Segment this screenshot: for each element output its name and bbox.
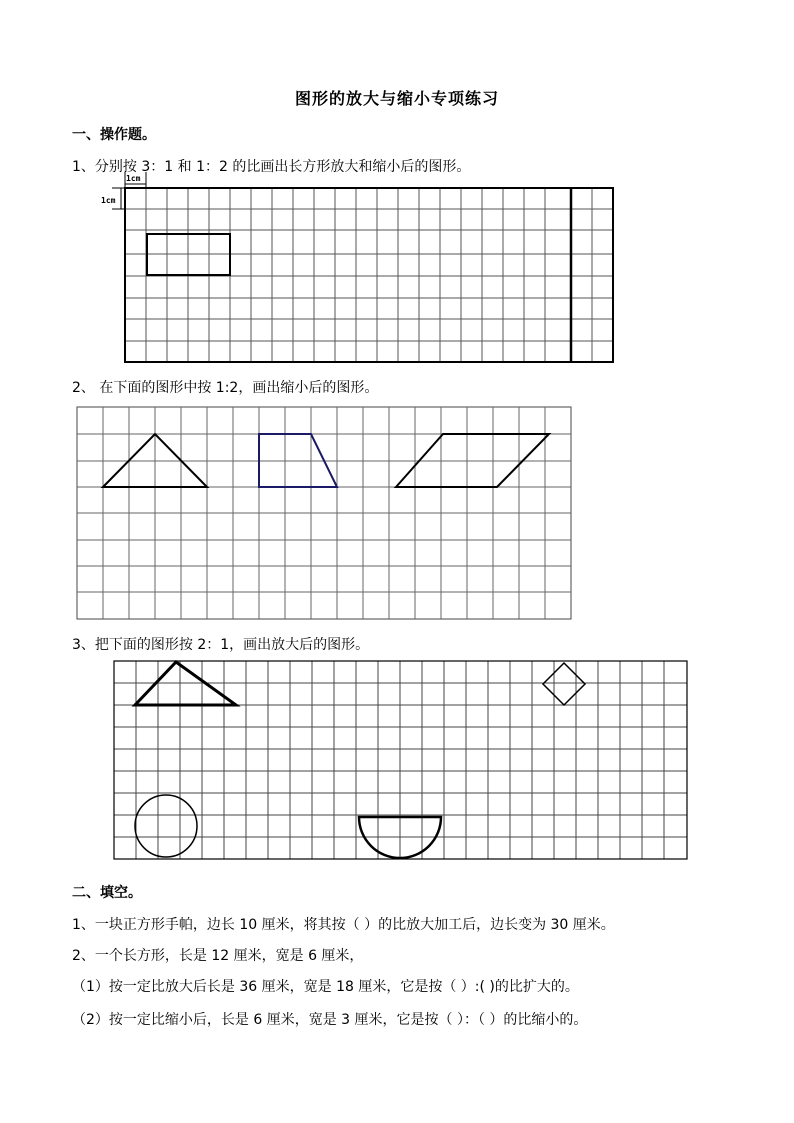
section-2-heading: 二、填空。 [72,885,142,901]
grid-2 [77,407,571,619]
question-2-2-2: （2）按一定比缩小后，长是 6 厘米，宽是 3 厘米，它是按（ ）：（ ）的比缩小的。 [72,1012,588,1028]
question-1-2: 2、 在下面的图形中按 1:2，画出缩小后的图形。 [72,380,379,396]
page-title: 图形的放大与缩小专项练习 [294,89,499,108]
circle-shape [135,795,197,857]
grid-1 [101,172,613,362]
question-2-2-1: （1）按一定比放大后长是 36 厘米，宽是 18 厘米，它是按（ ）:( )的比扩大的。 [72,979,579,995]
unit-label-left: 1cm [101,196,116,205]
section-1-heading: 一、操作题。 [72,127,156,143]
question-2-1: 1、一块正方形手帕，边长 10 厘米，将其按（ ）的比放大加工后，边长变为 30 厘米。 [72,917,615,933]
question-1-1: 1、分别按 3：1 和 1：2 的比画出长方形放大和缩小后的图形。 [72,159,471,175]
unit-label-top: 1cm [126,174,141,183]
diamond-shape [543,663,585,705]
question-1-3: 3、把下面的图形按 2：1，画出放大后的图形。 [72,637,370,653]
grid-3 [114,661,687,859]
question-2-2: 2、一个长方形，长是 12 厘米，宽是 6 厘米， [72,948,364,964]
